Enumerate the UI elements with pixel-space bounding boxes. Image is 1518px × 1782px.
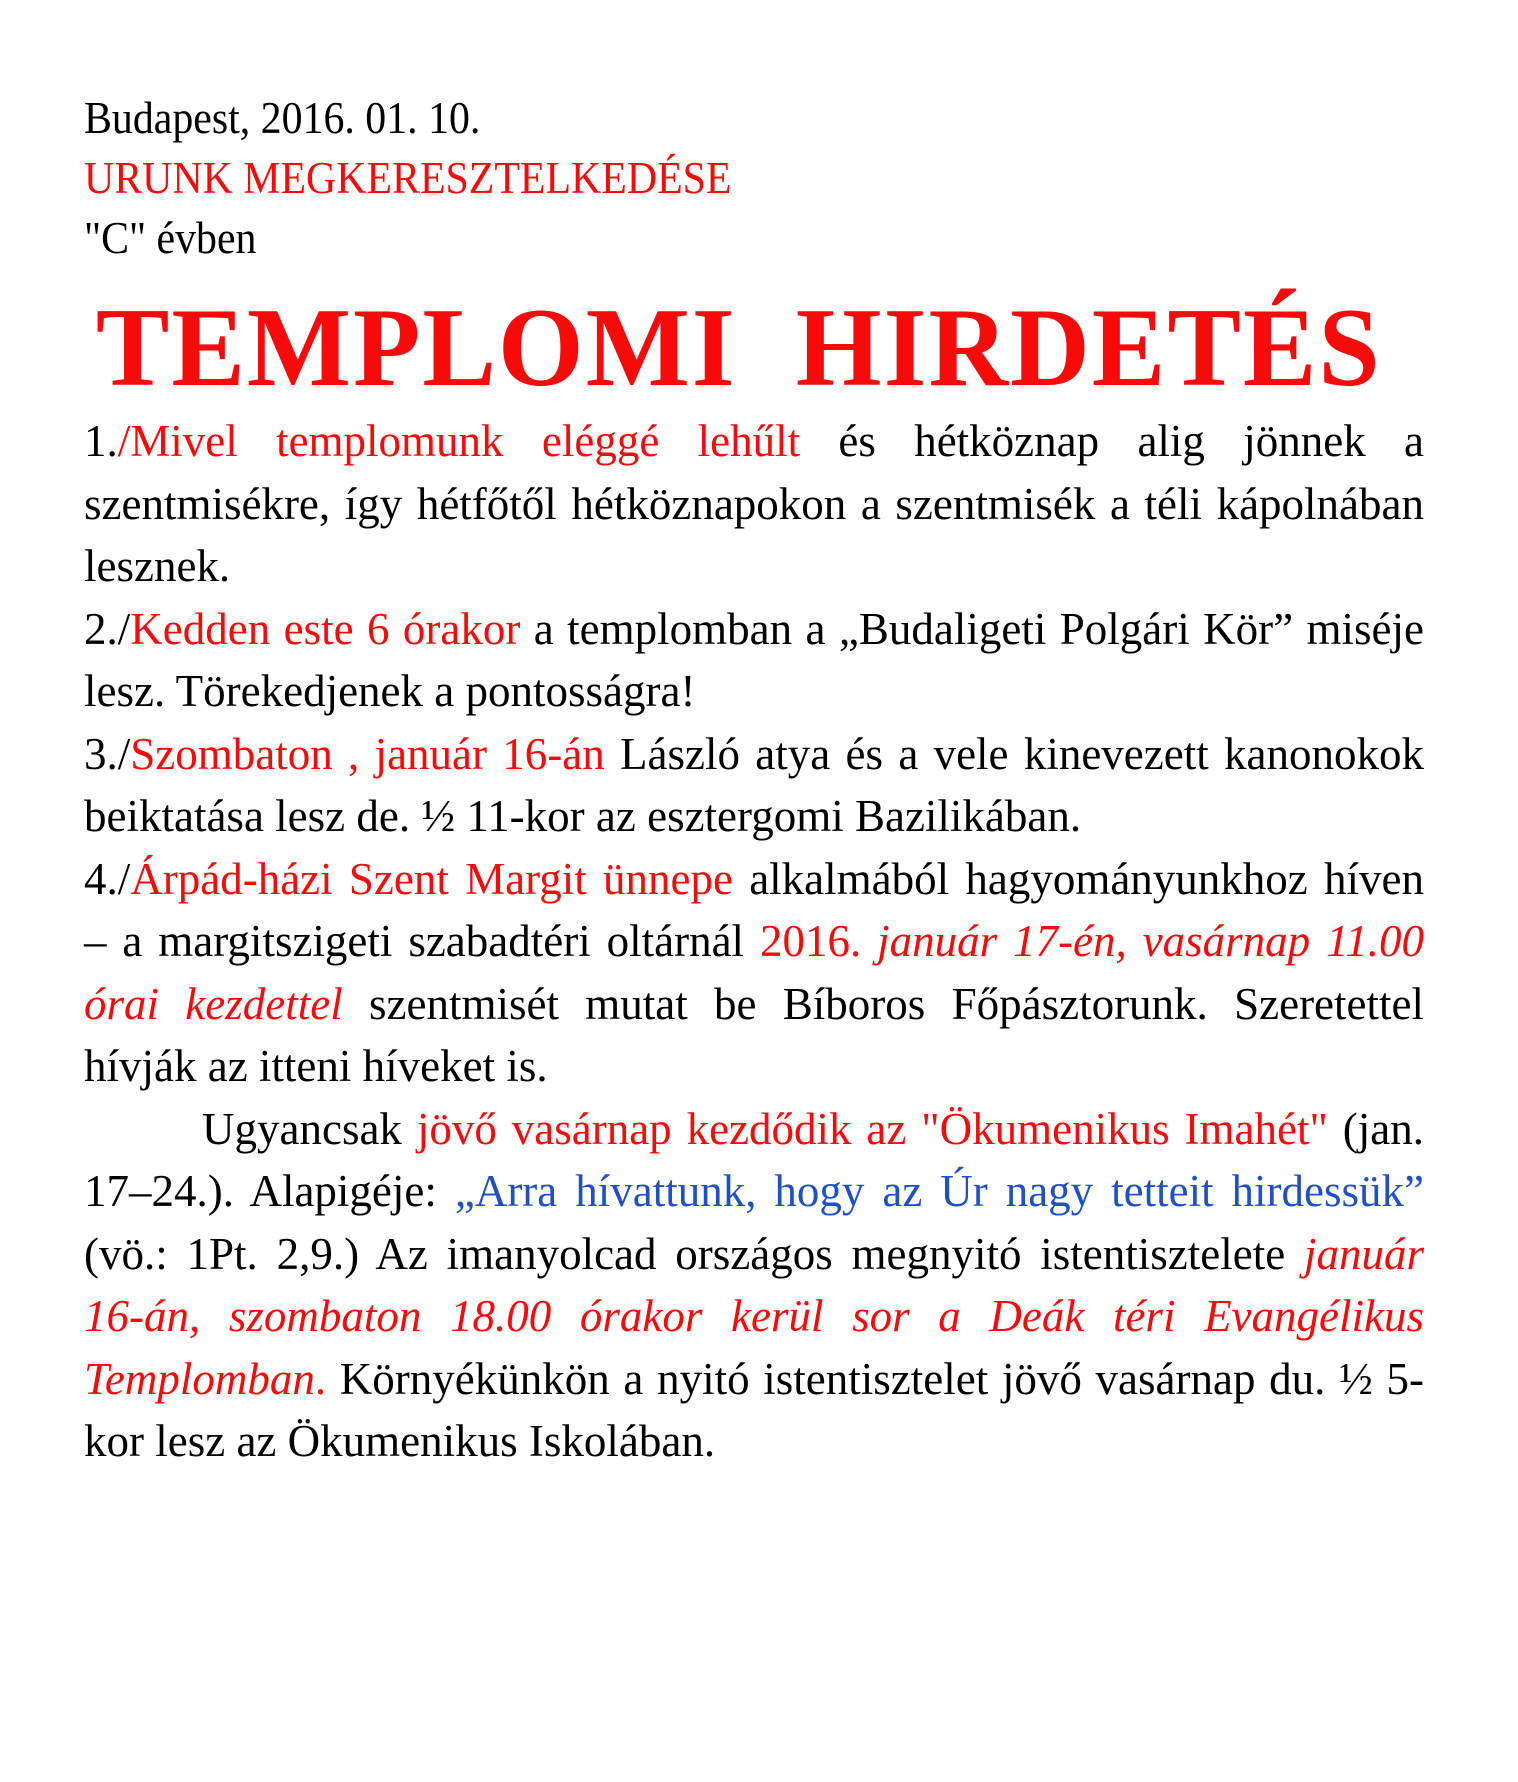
item-number: 3./: [84, 728, 131, 779]
item-highlight: Kedden este 6 órakor: [130, 603, 521, 654]
announcement-item-3: [84, 723, 1424, 848]
announcement-page: [84, 88, 1424, 1473]
scripture-quote: „Arra hívattunk, hogy az Úr nagy tetteit hirdessük”: [454, 1166, 1424, 1216]
item-number: 1.: [84, 416, 118, 466]
item-text: alkalmából hagyományunkhoz híven – a margitszigeti szabadtéri oltárnál: [84, 853, 1424, 966]
event-date-details: január 17-én, vasárnap 11.00 órai kezdettel: [84, 916, 1424, 1029]
item-text: a templomban a „Budaligeti Polgári Kör” miséje lesz. Törekedjenek a pontosságra!: [84, 603, 1424, 716]
item-highlight: Mivel templomunk eléggé lehűlt: [130, 416, 801, 466]
item-slash: /: [117, 416, 131, 466]
item-highlight: Árpád-házi Szent Margit ünnepe: [130, 853, 733, 904]
paragraph-text: Környékünkön a nyitó istentisztelet jövő vasárnap du. ½ 5-kor lesz az Ökumenikus Iskolában.: [84, 1353, 1424, 1466]
liturgical-year: "C" évben: [84, 213, 257, 263]
announcement-item-4: [84, 848, 1424, 1098]
document-title: TEMPLOMI HIRDETÉS: [95, 286, 1382, 410]
paragraph-text: (vö.: 1Pt. 2,9.) Az imanyolcad országos megnyitó istentisztelete: [84, 1228, 1304, 1279]
ecumenical-week-paragraph: [84, 1098, 1424, 1473]
item-number: 2./: [84, 603, 131, 654]
feast-name: URUNK MEGKERESZTELKEDÉSE: [84, 153, 732, 203]
paragraph-text: (jan. 17–24.). Alapigéje:: [84, 1103, 1424, 1216]
item-number: 4./: [84, 853, 131, 904]
announcement-item-2: [84, 598, 1424, 723]
item-text: és hétköznap alig jönnek a szentmisékre, így hétfőtől hétköznapokon a szentmisék a téli kápolnában lesznek.: [84, 416, 1424, 591]
event-date-year: 2016.: [759, 916, 862, 966]
item-text: szentmisét mutat be Bíboros Főpásztorunk. Szeretettel hívják az itteni híveket is.: [84, 978, 1424, 1091]
date-line: Budapest, 2016. 01. 10.: [84, 93, 481, 143]
item-text: László atya és a vele kinevezett kanonokok beiktatása lesz de. ½ 11-kor az esztergomi Bazilikában.: [84, 728, 1424, 841]
item-highlight: Szombaton , január 16-án: [130, 728, 605, 779]
opening-service-details: január 16-án, szombaton 18.00 órakor kerül sor a Deák téri Evangélikus Templomban: [84, 1228, 1424, 1404]
paragraph-lead: Ugyancsak: [202, 1103, 417, 1154]
announcement-item-1: [84, 410, 1424, 598]
ecumenical-highlight: jövő vasárnap kezdődik az "Ökumenikus Imahét": [416, 1103, 1328, 1154]
opening-service-period: .: [314, 1353, 327, 1404]
